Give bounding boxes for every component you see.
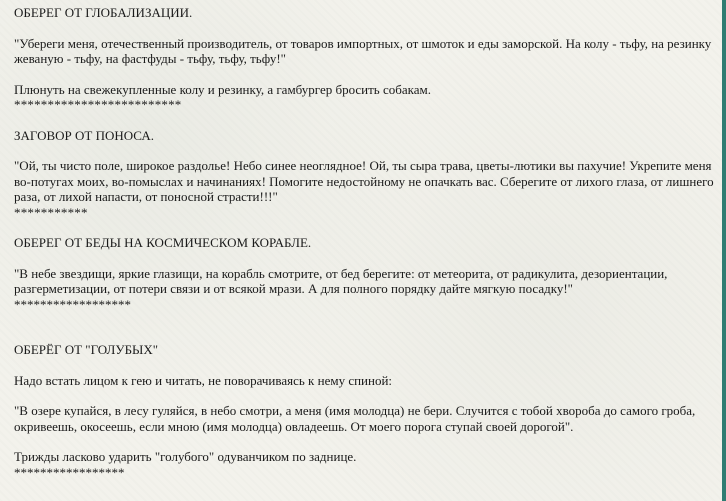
section-title: ОБЕРЕГ ОТ ГЛОБАЛИЗАЦИИ. — [14, 5, 193, 20]
section-title: ОБЕРЁГ ОТ "ГОЛУБЫХ" — [14, 342, 159, 357]
section-intro: Надо встать лицом к гею и читать, не поворачиваясь к нему спиной: — [14, 372, 393, 388]
section-divider: ****************** — [14, 296, 131, 312]
article-content — [14, 5, 716, 480]
section-title: ОБЕРЕГ ОТ БЕДЫ НА КОСМИЧЕСКОМ КОРАБЛЕ. — [14, 235, 312, 250]
section-divider: ************************* — [14, 97, 182, 112]
section-text: "Убереги меня, отечественный производитель, от товаров импортных, от шмоток и еды заморской. На колу - тьфу, на резинку жеваную - тьфу, на фастфуды - тьфу, тьфу, тьфу!" — [14, 35, 712, 66]
section-text: "В озере купайся, в лесу гуляйся, в небо смотри, а меня (имя молодца) не бери. Случится с тобой хвороба до самого гроба, окривеешь, окосеешь, если мною (имя молодца) овладеешь. От моего порога ступай своей дорогой". — [14, 403, 696, 434]
section-spacer — [14, 312, 716, 342]
section-note: Трижды ласково ударить "голубого" одуванчиком по заднице. — [14, 449, 357, 464]
section-divider: ***************** — [14, 464, 125, 480]
section-text: "Ой, ты чисто поле, широкое раздолье! Небо синее неоглядное! Ой, ты сыра трава, цветы-лютики вы пахучие! Укрепите меня во-потугах моих, во-помыслах и начинаниях! Помогите недостойному не опачкать вас. Сберегите от лихого глаза, от лишнего раза, от лихой напасти, от поносной страсти!!!" — [14, 158, 714, 204]
section-text: "В небе звездищи, яркие глазищи, на корабль смотрите, от бед берегите: от метеорита, от радикулита, дезориентации, разгерметизации, от потери связи и от всякой мрази. А для полного порядку дайте мягкую посадку!" — [14, 265, 668, 296]
section-divider: *********** — [14, 204, 88, 220]
section-title: ЗАГОВОР ОТ ПОНОСА. — [14, 127, 154, 143]
section-note: Плюнуть на свежекупленные колу и резинку, а гамбургер бросить собакам. — [14, 81, 432, 97]
